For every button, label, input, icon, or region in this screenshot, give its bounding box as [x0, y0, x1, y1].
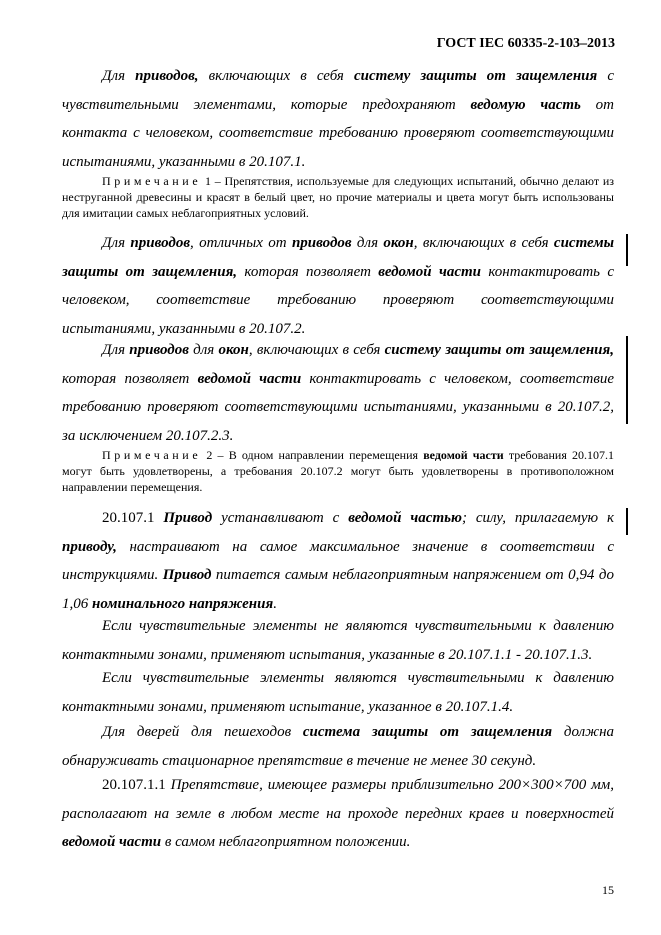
text-run: Для — [102, 68, 136, 84]
bold-term: приводов — [129, 342, 189, 358]
text-run: которая позволяет — [62, 370, 198, 387]
text-run: , включающих в себя — [413, 235, 554, 251]
text-run: Препятствие, имеющее размеры приблизительно 200×300×700 мм, располагают на земле в любом месте на проходе передних краев и поверхностей — [62, 777, 614, 822]
text-run: Для дверей для пешеходов — [102, 724, 303, 740]
bold-term: ведомой части — [197, 370, 302, 387]
paragraph-20-107-1-1 — [62, 771, 614, 857]
text-run: Для — [102, 235, 131, 251]
paragraph-pedestrian-doors — [62, 718, 614, 775]
text-run: в самом неблагоприятном положении. — [161, 834, 411, 850]
change-bar — [626, 336, 628, 424]
text-run: 2 – В одном направлении перемещения — [201, 448, 424, 462]
text-run: для — [188, 342, 219, 358]
text-run: с чувствительными элементами, которые предохраняют — [62, 68, 614, 113]
bold-term: система защиты от защемления — [302, 724, 553, 740]
bold-term: ведомой части — [423, 448, 504, 462]
change-bar — [626, 234, 628, 266]
bold-term: ведомой части — [378, 263, 481, 280]
text-run: , отличных от — [190, 235, 292, 251]
bold-term: ведомой части — [62, 834, 162, 850]
bold-term: системы защиты от защемления, — [62, 235, 615, 280]
text-run: устанавливают с — [212, 510, 349, 526]
text-run: Если чувствительные элементы являются чувствительными к давлению контактными зонами, применяют испытание, указанное в 20.107.1.4. — [62, 670, 614, 715]
paragraph-not-sensitive — [62, 612, 614, 669]
bold-term: окон — [383, 235, 414, 251]
text-run: Примечание — [102, 174, 202, 188]
note-2 — [62, 447, 614, 495]
bold-term: приводу, — [62, 538, 117, 555]
text-run: питается самым неблагоприятным напряжением от 0,94 до 1,06 — [62, 567, 614, 612]
text-run: ; силу, прилагаемую к — [461, 510, 615, 526]
bold-term: систему защиты от защемления, — [384, 342, 614, 358]
bold-term: Привод — [162, 567, 212, 583]
bold-term: окон — [218, 342, 249, 358]
paragraph-drives-non-window — [62, 229, 614, 343]
text-run: должна обнаруживать стационарное препятствие в течение не менее 30 секунд. — [62, 724, 615, 769]
text-run: контактировать с человеком, соответствие требованию проверяют соответствующими испытаниями, указанными в 20.107.2, за исключением 20.107.2.3. — [62, 370, 614, 444]
text-run: которая позволяет — [237, 263, 379, 280]
text-run: для — [351, 235, 384, 251]
bold-term: ведомую часть — [470, 96, 581, 113]
text-run: . — [273, 595, 277, 612]
bold-term: номинального напряжения — [92, 595, 274, 612]
text-run: 20.107.1.1 — [102, 777, 171, 793]
text-run: 1 – Препятствия, используемые для следующих испытаний, обычно делают из неструганной древесины и красят в белый цвет, но прочие материалы и цвета могут быть использованы для имитации самых неблагоприятных условий. — [62, 174, 614, 220]
page-number: 15 — [602, 883, 614, 897]
note-1 — [62, 173, 614, 221]
bold-term: приводов — [130, 235, 191, 251]
bold-term: систему защиты от защемления — [353, 68, 598, 84]
paragraph-window-drives — [62, 336, 614, 450]
document-code: ГОСТ IEC 60335-2-103–2013 — [436, 36, 615, 51]
bold-term: Привод — [163, 510, 213, 526]
paragraph-drives-sensitive — [62, 62, 614, 176]
text-run: Для — [102, 342, 130, 358]
text-run: включающих в себя — [198, 68, 354, 84]
paragraph-sensitive — [62, 664, 614, 721]
text-run: 20.107.1 — [102, 510, 164, 526]
change-bar — [626, 508, 628, 535]
bold-term: приводов — [291, 235, 352, 251]
bold-term: ведомой частью — [348, 510, 462, 526]
bold-term: приводов, — [135, 68, 199, 84]
text-run: контактировать с человеком, соответствие требованию проверяют соответствующими испытаниями, указанными в 20.107.2. — [62, 263, 614, 337]
text-run: настраивают на самое максимальное значение в соответствии с инструкциями. — [62, 538, 614, 583]
text-run: от контакта с человеком, соответствие требованию проверяют соответствующими испытаниями, указанными в 20.107.1. — [62, 96, 614, 170]
text-run: Примечание — [102, 448, 202, 462]
text-run: Если чувствительные элементы не являются чувствительными к давлению контактными зонами, применяют испытания, указанные в 20.107.1.1 - 20.107.1.3. — [62, 618, 614, 663]
text-run: требования 20.107.1 могут быть удовлетворены, а требования 20.107.2 могут быть удовлетворены в противоположном направлении перемещения. — [62, 448, 615, 494]
paragraph-20-107-1 — [62, 504, 614, 618]
text-run: , включающих в себя — [248, 342, 385, 358]
